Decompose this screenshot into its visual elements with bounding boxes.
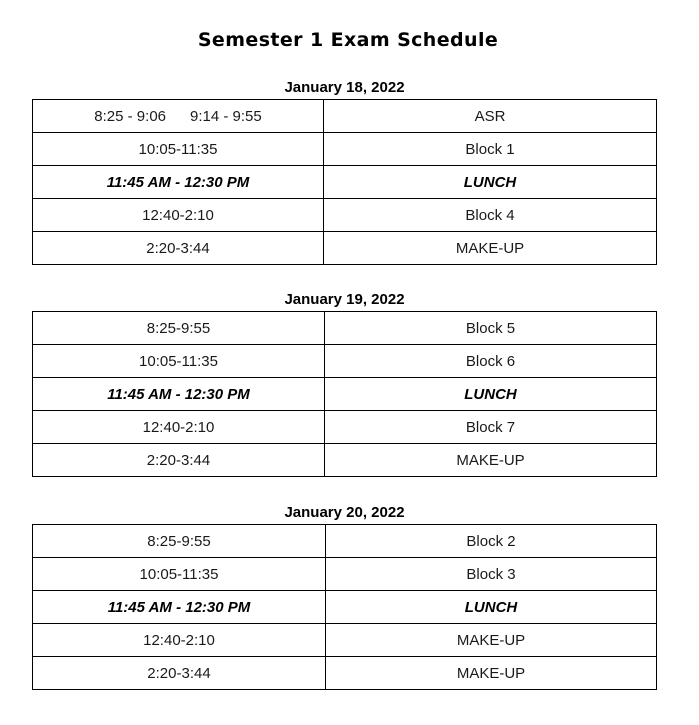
lunch-row <box>33 591 657 624</box>
lunch-row <box>33 378 657 411</box>
event-cell: Block 4 <box>324 199 657 232</box>
table-row <box>33 657 657 690</box>
page-title: Semester 1 Exam Schedule <box>197 29 499 51</box>
time-cell: 8:25-9:55 <box>33 312 325 345</box>
time-cell: 10:05-11:35 <box>33 133 324 166</box>
event-cell: ASR <box>324 100 657 133</box>
table-row <box>33 558 657 591</box>
event-cell: LUNCH <box>324 166 657 199</box>
time-cell: 11:45 AM - 12:30 PM <box>33 591 326 624</box>
day-schedule-january-18 <box>32 77 657 265</box>
event-cell: Block 3 <box>326 558 657 591</box>
table-row <box>33 624 657 657</box>
time-cell: 2:20-3:44 <box>33 657 326 690</box>
table-row <box>33 345 657 378</box>
time-cell: 11:45 AM - 12:30 PM <box>33 166 324 199</box>
schedule-table <box>32 524 657 690</box>
event-cell: MAKE-UP <box>326 657 657 690</box>
time-cell: 11:45 AM - 12:30 PM <box>33 378 325 411</box>
time-slot-second: 9:14 - 9:55 <box>190 107 262 125</box>
time-cell: 2:20-3:44 <box>33 232 324 265</box>
time-cell: 12:40-2:10 <box>33 411 325 444</box>
time-cell: 10:05-11:35 <box>33 345 325 378</box>
time-cell: 8:25-9:55 <box>33 525 326 558</box>
schedule-table <box>32 99 657 265</box>
event-cell: Block 5 <box>325 312 657 345</box>
event-cell: Block 6 <box>325 345 657 378</box>
table-row <box>33 444 657 477</box>
event-cell: MAKE-UP <box>325 444 657 477</box>
lunch-row <box>33 166 657 199</box>
day-date: January 20, 2022 <box>284 504 405 521</box>
time-cell: 12:40-2:10 <box>33 199 324 232</box>
event-cell: Block 2 <box>326 525 657 558</box>
table-row <box>33 525 657 558</box>
time-cell: 2:20-3:44 <box>33 444 325 477</box>
table-row <box>33 232 657 265</box>
event-cell: MAKE-UP <box>324 232 657 265</box>
day-schedule-january-20 <box>32 502 657 690</box>
day-schedule-january-19 <box>32 289 657 477</box>
time-cell <box>33 100 324 133</box>
table-row <box>33 133 657 166</box>
event-cell: Block 1 <box>324 133 657 166</box>
schedule-table <box>32 311 657 477</box>
day-date: January 19, 2022 <box>284 291 405 308</box>
event-cell: MAKE-UP <box>326 624 657 657</box>
time-slot-first: 8:25 - 9:06 <box>94 107 166 125</box>
table-row <box>33 199 657 232</box>
table-row <box>33 312 657 345</box>
event-cell: LUNCH <box>325 378 657 411</box>
event-cell: Block 7 <box>325 411 657 444</box>
event-cell: LUNCH <box>326 591 657 624</box>
time-cell: 12:40-2:10 <box>33 624 326 657</box>
table-row <box>33 411 657 444</box>
day-date: January 18, 2022 <box>284 79 405 96</box>
time-cell: 10:05-11:35 <box>33 558 326 591</box>
table-row <box>33 100 657 133</box>
